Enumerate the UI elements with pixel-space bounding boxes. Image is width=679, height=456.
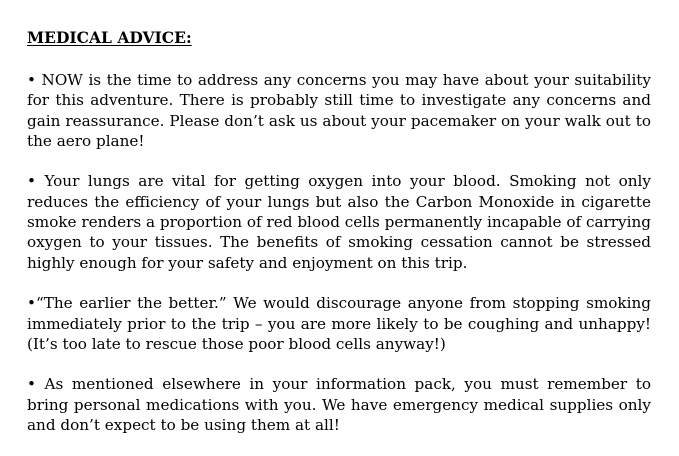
advice-paragraph-lungs: • Your lungs are vital for getting oxygen into your blood. Smoking not only reduces the efficiency of your lungs but also the Carbon Monoxide in cigarette smoke renders a proportion of red blood cells permanently incapable of carrying oxygen to your tissues. The benefits of smoking cessation cannot be stressed highly enough for your safety and enjoyment on this trip.: [27, 172, 651, 272]
advice-paragraph-medications: • As mentioned elsewhere in your information pack, you must remember to bring personal medications with you. We have emergency medical supplies only and don’t expect to be using them at all!: [27, 375, 651, 435]
advice-paragraph-health-concerns: • NOW is the time to address any concerns you may have about your suitability for this adventure. There is probably still time to investigate any concerns and gain reassurance. Please don’t ask us about your pacemaker on your walk out to the aero plane!: [27, 71, 651, 150]
page-title: MEDICAL ADVICE:: [27, 28, 192, 47]
advice-paragraph-smoking-timing: •“The earlier the better.” We would discourage anyone from stopping smoking immediately prior to the trip – you are more likely to be coughing and unhappy! (It’s too late to rescue those poor blood cells anyway!): [27, 294, 651, 353]
document-page: [27, 26, 651, 435]
